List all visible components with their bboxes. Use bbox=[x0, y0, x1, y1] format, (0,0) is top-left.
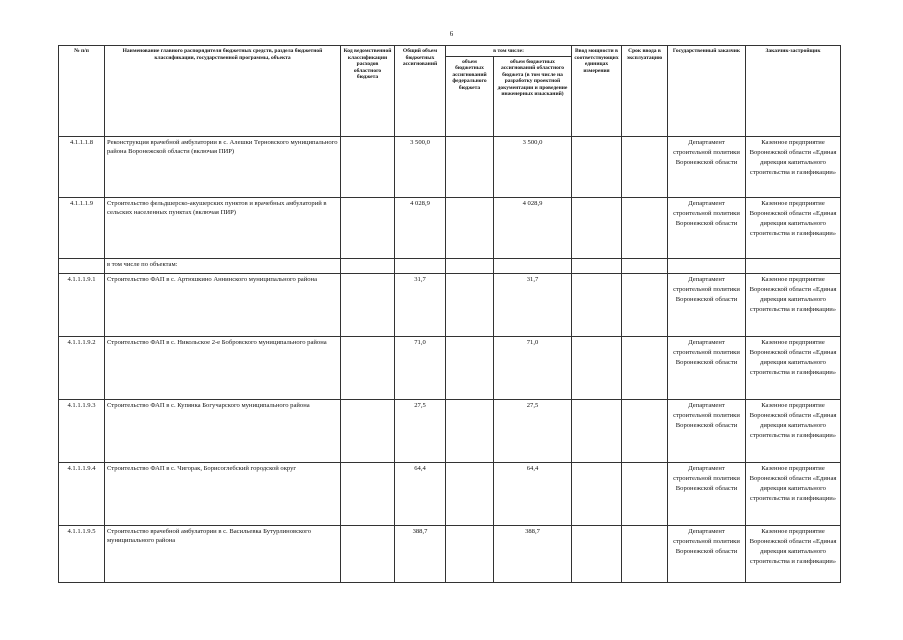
row-total: 31,7 bbox=[395, 273, 446, 336]
row-term bbox=[622, 399, 668, 462]
header-num: № п/п bbox=[59, 46, 105, 137]
row-total: 27,5 bbox=[395, 399, 446, 462]
table-row bbox=[59, 399, 841, 462]
row-customer: Департамент строительной политики Воронежской области bbox=[668, 525, 746, 582]
row-federal bbox=[446, 525, 494, 582]
row-developer: Казенное предприятие Воронежской области «Единая дирекция капитального строительства и газификации» bbox=[746, 336, 841, 399]
header-regional: объем бюджетных ассигнований областного бюджета (в том числе на разработку проектной документации и проведение инженерных изысканий) bbox=[494, 56, 572, 136]
row-code bbox=[341, 525, 395, 582]
subheading-label: в том числе по объектам: bbox=[105, 258, 341, 273]
row-code bbox=[341, 197, 395, 258]
row-code bbox=[341, 136, 395, 197]
row-customer: Департамент строительной политики Воронежской области bbox=[668, 336, 746, 399]
row-name: Строительство ФАП в с. Купянка Богучарского муниципального района bbox=[105, 399, 341, 462]
row-customer: Департамент строительной политики Воронежской области bbox=[668, 273, 746, 336]
table-row bbox=[59, 525, 841, 582]
row-federal bbox=[446, 273, 494, 336]
header-code: Код ведомственной классификации расходов областного бюджета bbox=[341, 46, 395, 137]
row-number: 4.1.1.1.9.5 bbox=[59, 525, 105, 582]
row-term bbox=[622, 273, 668, 336]
row-term bbox=[622, 197, 668, 258]
row-federal bbox=[446, 197, 494, 258]
row-developer: Казенное предприятие Воронежской области «Единая дирекция капитального строительства и газификации» bbox=[746, 399, 841, 462]
row-developer: Казенное предприятие Воронежской области «Единая дирекция капитального строительства и газификации» bbox=[746, 136, 841, 197]
row-developer: Казенное предприятие Воронежской области «Единая дирекция капитального строительства и газификации» bbox=[746, 197, 841, 258]
row-regional: 4 028,9 bbox=[494, 197, 572, 258]
row-regional: 388,7 bbox=[494, 525, 572, 582]
header-federal: объем бюджетных ассигнований федерального бюджета bbox=[446, 56, 494, 136]
row-regional: 3 500,0 bbox=[494, 136, 572, 197]
row-total: 64,4 bbox=[395, 462, 446, 525]
row-capacity bbox=[572, 136, 622, 197]
header-capacity: Ввод мощности в соответствующих единицах измерения bbox=[572, 46, 622, 137]
table-row bbox=[59, 273, 841, 336]
row-capacity bbox=[572, 273, 622, 336]
row-federal bbox=[446, 336, 494, 399]
row-term bbox=[622, 525, 668, 582]
table-row bbox=[59, 136, 841, 197]
row-term bbox=[622, 462, 668, 525]
row-capacity bbox=[572, 525, 622, 582]
page-number: 6 bbox=[449, 30, 454, 38]
row-customer: Департамент строительной политики Воронежской области bbox=[668, 462, 746, 525]
header-total: Общий объем бюджетных ассигнований bbox=[395, 46, 446, 137]
row-name: Реконструкция врачебной амбулатории в с. Алешки Терновского муниципального района Воронежской области (включая ПИР) bbox=[105, 136, 341, 197]
row-federal bbox=[446, 136, 494, 197]
row-regional: 64,4 bbox=[494, 462, 572, 525]
row-regional: 27,5 bbox=[494, 399, 572, 462]
table-row bbox=[59, 462, 841, 525]
header-row bbox=[59, 46, 841, 57]
row-name: Строительство ФАП в с. Никольское 2-е Бобровского муниципального района bbox=[105, 336, 341, 399]
row-name: Строительство врачебной амбулатории в с. Васильевка Бутурлиновского муниципального района bbox=[105, 525, 341, 582]
row-number: 4.1.1.1.8 bbox=[59, 136, 105, 197]
row-total: 388,7 bbox=[395, 525, 446, 582]
table-row bbox=[59, 197, 841, 258]
row-customer: Департамент строительной политики Воронежской области bbox=[668, 136, 746, 197]
header-name: Наименование главного распорядителя бюджетных средств, раздела бюджетной классификации, государственной программы, объекта bbox=[105, 46, 341, 137]
row-capacity bbox=[572, 462, 622, 525]
row-number: 4.1.1.1.9.1 bbox=[59, 273, 105, 336]
row-term bbox=[622, 136, 668, 197]
row-code bbox=[341, 462, 395, 525]
row-regional: 31,7 bbox=[494, 273, 572, 336]
row-number: 4.1.1.1.9.2 bbox=[59, 336, 105, 399]
row-total: 71,0 bbox=[395, 336, 446, 399]
row-name: Строительство ФАП в с. Чигорак, Борисоглебский городской округ bbox=[105, 462, 341, 525]
row-developer: Казенное предприятие Воронежской области «Единая дирекция капитального строительства и газификации» bbox=[746, 462, 841, 525]
header-developer: Заказчик-застройщик bbox=[746, 46, 841, 137]
row-number: 4.1.1.1.9.3 bbox=[59, 399, 105, 462]
subheading-row bbox=[59, 258, 841, 273]
row-code bbox=[341, 399, 395, 462]
row-federal bbox=[446, 462, 494, 525]
row-term bbox=[622, 336, 668, 399]
row-total: 4 028,9 bbox=[395, 197, 446, 258]
header-customer: Государственный заказчик bbox=[668, 46, 746, 137]
row-total: 3 500,0 bbox=[395, 136, 446, 197]
header-incl: в том числе: bbox=[446, 46, 572, 57]
row-capacity bbox=[572, 197, 622, 258]
row-capacity bbox=[572, 399, 622, 462]
row-name: Строительство ФАП в с. Артюшкино Аннинского муниципального района bbox=[105, 273, 341, 336]
row-number: 4.1.1.1.9.4 bbox=[59, 462, 105, 525]
row-capacity bbox=[572, 336, 622, 399]
budget-table bbox=[58, 45, 841, 583]
row-developer: Казенное предприятие Воронежской области «Единая дирекция капитального строительства и газификации» bbox=[746, 525, 841, 582]
row-customer: Департамент строительной политики Воронежской области bbox=[668, 197, 746, 258]
row-federal bbox=[446, 399, 494, 462]
row-code bbox=[341, 336, 395, 399]
row-number: 4.1.1.1.9 bbox=[59, 197, 105, 258]
row-code bbox=[341, 273, 395, 336]
row-name: Строительство фельдшерско-акушерских пунктов и врачебных амбулаторий в сельских населенных пунктах (включая ПИР) bbox=[105, 197, 341, 258]
row-customer: Департамент строительной политики Воронежской области bbox=[668, 399, 746, 462]
header-term: Срок ввода в эксплуатацию bbox=[622, 46, 668, 137]
row-regional: 71,0 bbox=[494, 336, 572, 399]
row-developer: Казенное предприятие Воронежской области «Единая дирекция капитального строительства и газификации» bbox=[746, 273, 841, 336]
table-row bbox=[59, 336, 841, 399]
